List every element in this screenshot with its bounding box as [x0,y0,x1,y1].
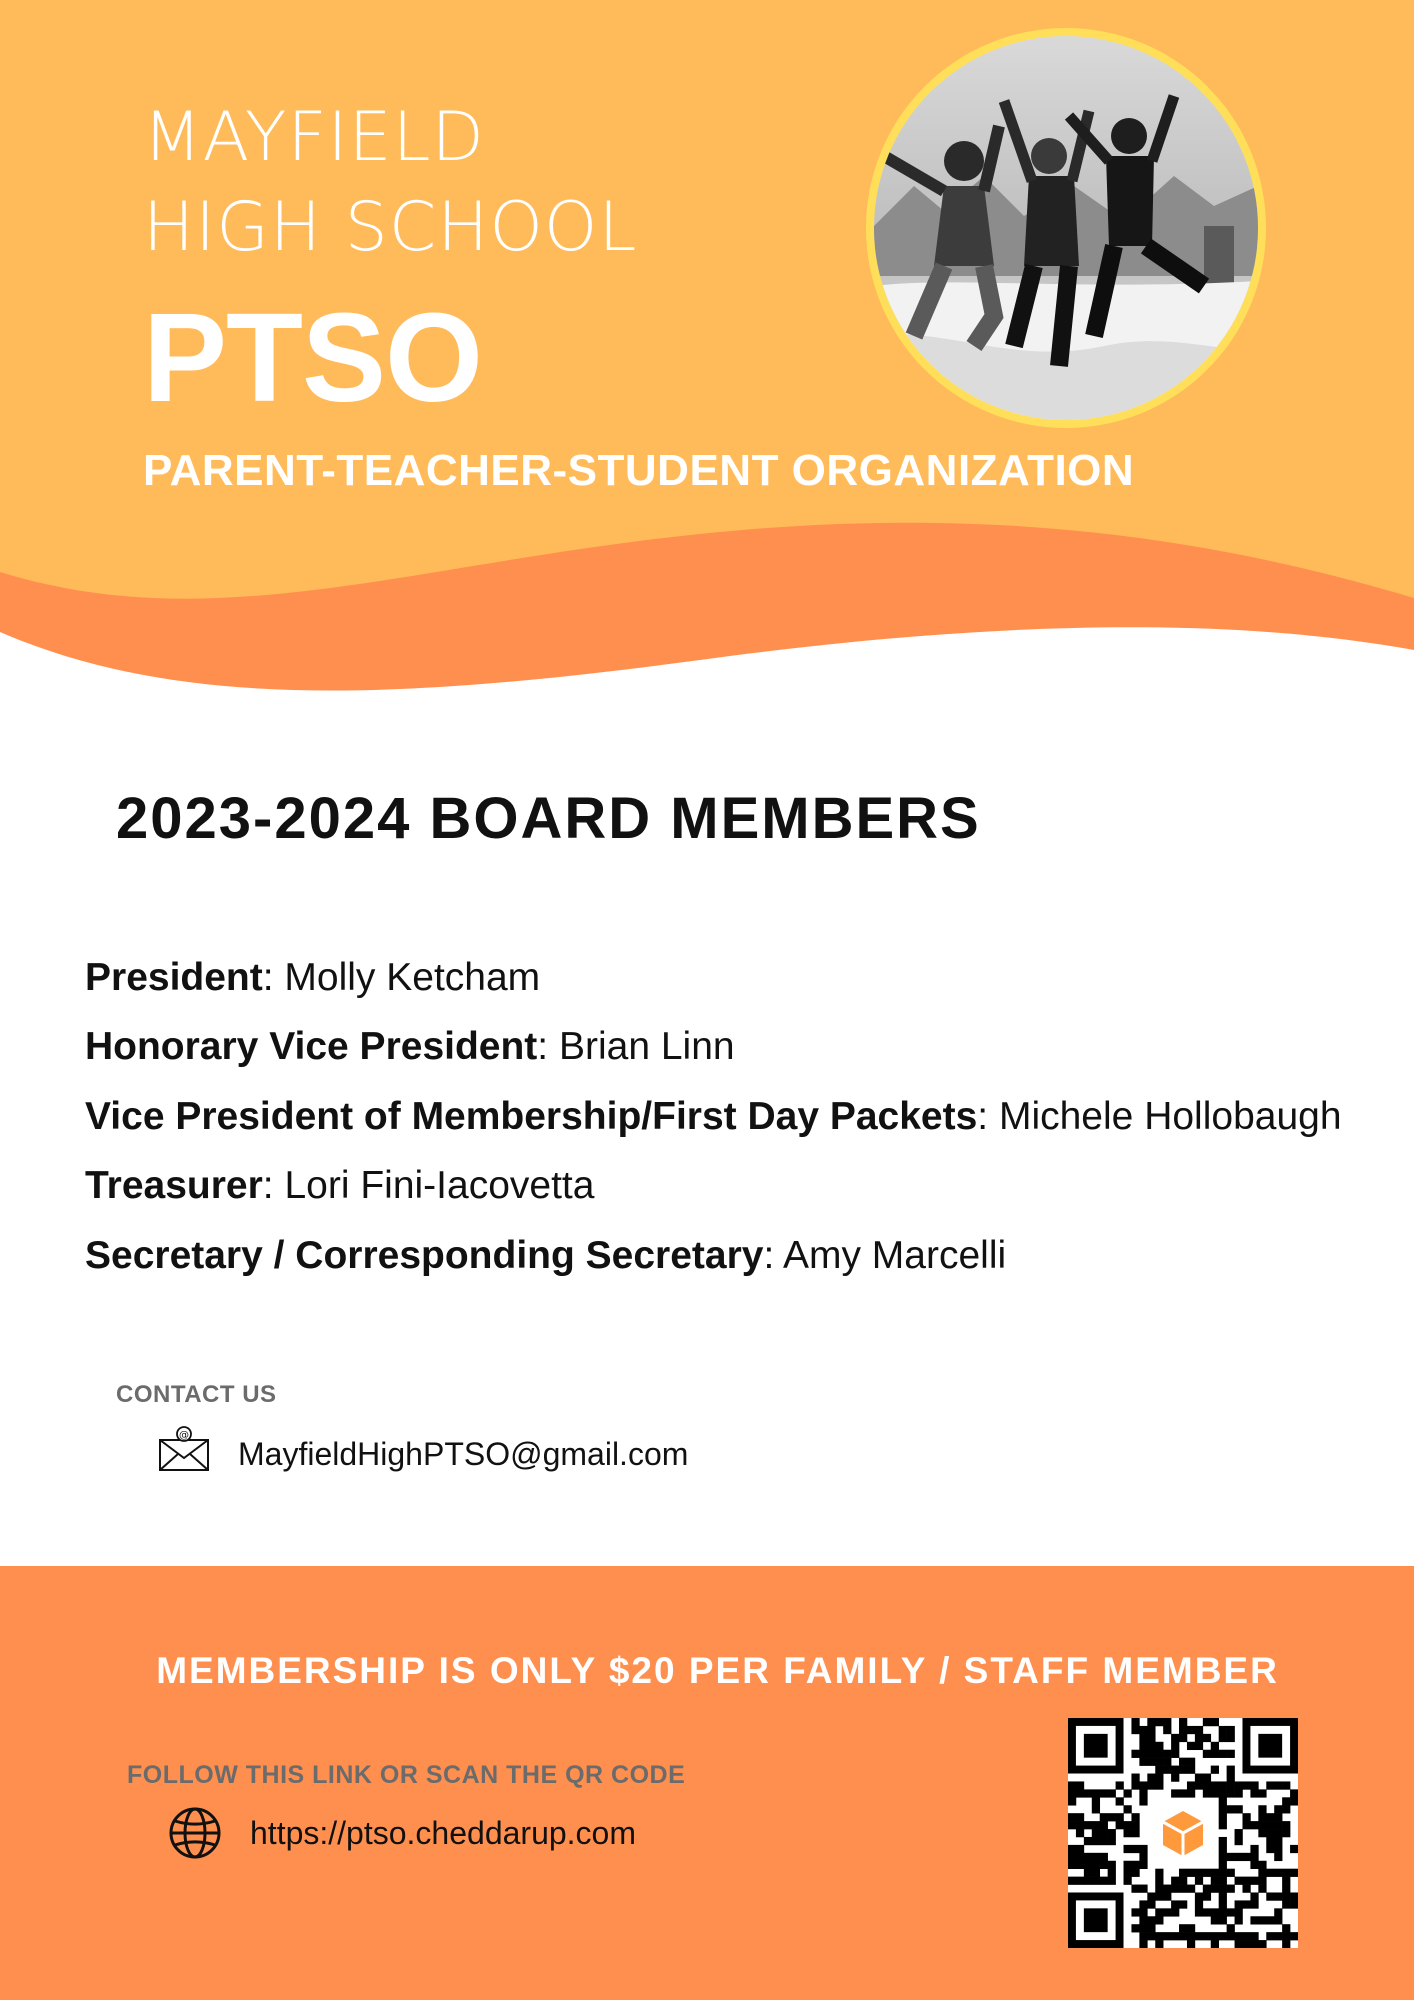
officer-treasurer [85,1164,594,1208]
board-members-heading: 2023-2024 BOARD MEMBERS [116,786,981,851]
school-name-line1: MAYFIELD [143,98,485,177]
contact-us-label: CONTACT US [116,1381,277,1408]
ptso-title: PTSO [143,287,483,428]
school-name-line2: HIGH SCHOOL [143,188,638,267]
officer-name: : Brian Linn [537,1025,735,1068]
officer-role: Secretary / Corresponding Secretary [85,1234,764,1277]
officer-honorary-vice-president [85,1025,735,1069]
membership-link[interactable]: https://ptso.cheddarup.com [250,1815,636,1851]
envelope-icon [158,1426,210,1472]
follow-link-label: FOLLOW THIS LINK OR SCAN THE QR CODE [127,1761,686,1789]
students-photo [866,28,1266,428]
jumping-students-image [874,36,1258,420]
officer-name: : Michele Hollobaugh [977,1095,1342,1138]
qr-code[interactable] [1068,1718,1298,1948]
officer-name: : Lori Fini-Iacovetta [262,1164,595,1207]
header-banner [0,0,1414,720]
globe-icon [168,1806,222,1860]
officer-president [85,956,540,1000]
membership-price-text: MEMBERSHIP IS ONLY $20 PER FAMILY / STAFF MEMBER [156,1650,1279,1691]
officer-role: Treasurer [85,1164,263,1207]
officer-role: President [85,956,263,999]
organization-subtitle: PARENT-TEACHER-STUDENT ORGANIZATION [143,446,1135,495]
qr-code-image [1068,1718,1298,1948]
officer-role: Honorary Vice President [85,1025,538,1068]
officer-vp-membership [85,1095,1342,1139]
svg-text:@: @ [179,1430,189,1441]
contact-email-link[interactable]: MayfieldHighPTSO@gmail.com [238,1436,689,1472]
officer-name: : Molly Ketcham [262,956,541,999]
officer-name: : Amy Marcelli [763,1234,1007,1277]
membership-footer [0,1566,1414,2000]
officer-secretary [85,1234,1006,1278]
officer-role: Vice President of Membership/First Day Packets [85,1095,978,1138]
